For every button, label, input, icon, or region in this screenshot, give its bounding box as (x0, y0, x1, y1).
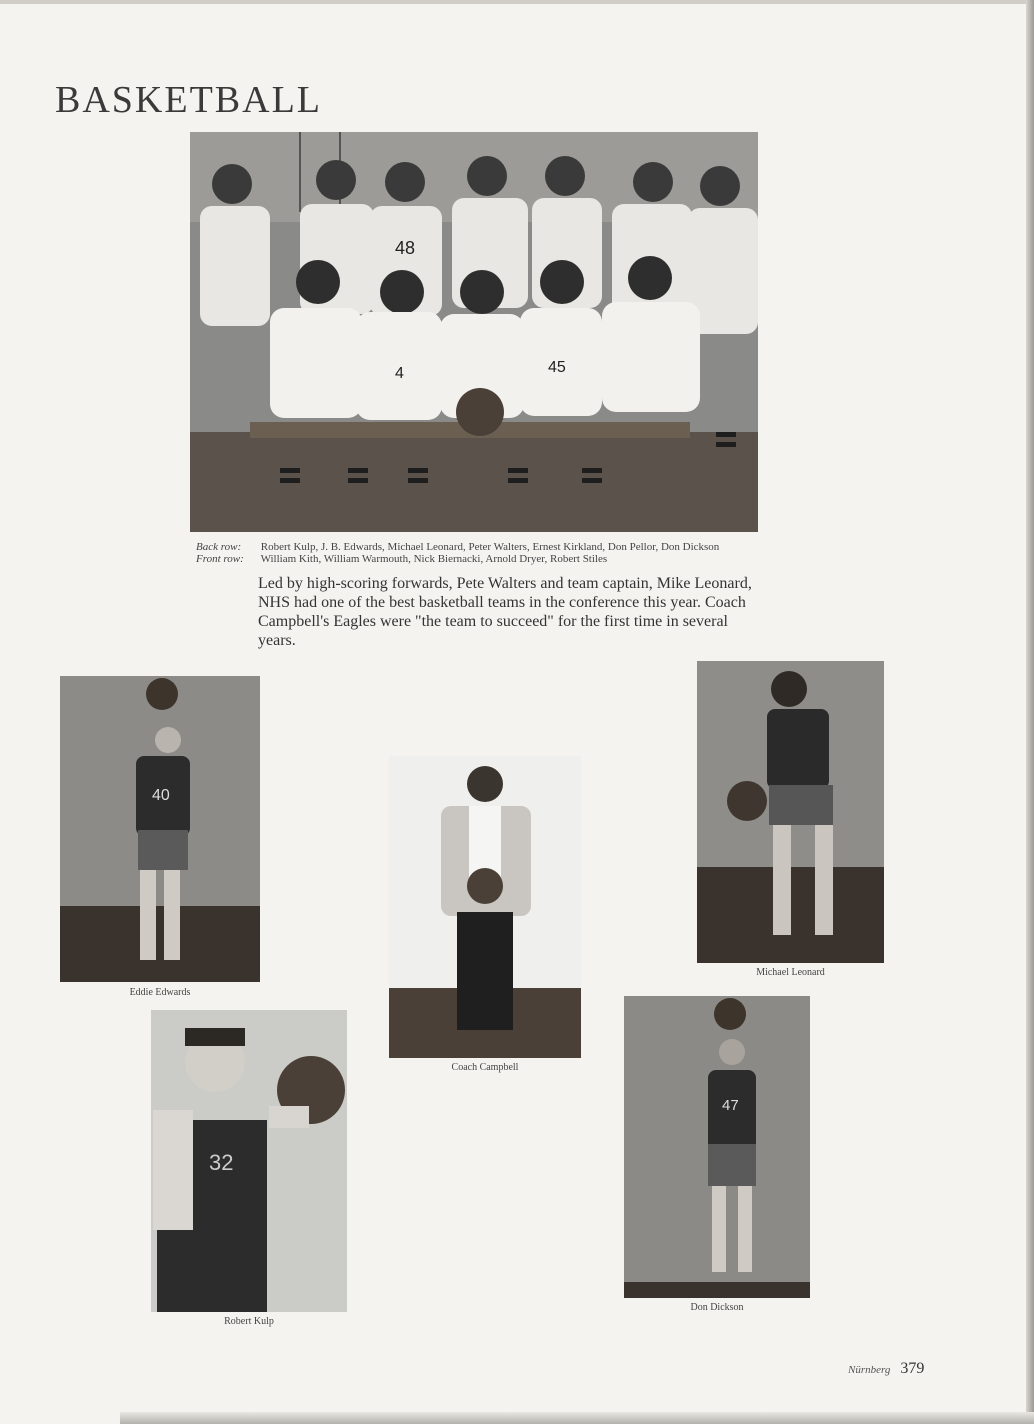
portrait-coach-campbell (389, 756, 581, 1058)
caption-coach-campbell: Coach Campbell (451, 1062, 519, 1073)
portrait-image (389, 756, 581, 1058)
front-row-label: Front row: (196, 553, 244, 565)
back-row-label: Back row: (196, 541, 242, 553)
page-binding-edge (1026, 0, 1034, 1424)
caption-don-dickson: Don Dickson (690, 1302, 744, 1313)
team-jersey-number: 45 (548, 359, 566, 376)
portrait-jersey-number: 40 (152, 787, 170, 804)
portrait-don-dickson (624, 996, 810, 1298)
portrait-robert-kulp (151, 1010, 347, 1312)
portrait-image (697, 661, 884, 963)
portrait-jersey-number: 47 (722, 1097, 739, 1114)
portrait-michael-leonard (697, 661, 884, 963)
publication-name: Nürnberg (848, 1364, 891, 1376)
back-row-names: Robert Kulp, J. B. Edwards, Michael Leonard, Peter Walters, Ernest Kirkland, Don Pellor, Don Dickson (260, 541, 720, 553)
page-footer (848, 1360, 924, 1378)
front-row-line (196, 553, 719, 565)
back-row-line (196, 541, 719, 553)
caption-eddie-edwards: Eddie Edwards (129, 987, 191, 998)
portrait-image (151, 1010, 347, 1312)
page-number: 379 (900, 1360, 925, 1377)
team-jersey-number: 48 (395, 238, 416, 258)
portrait-image (60, 676, 260, 982)
team-photo (190, 132, 758, 532)
page-bottom-edge (120, 1412, 1034, 1424)
portrait-eddie-edwards (60, 676, 260, 982)
caption-michael-leonard: Michael Leonard (756, 967, 825, 978)
caption-robert-kulp: Robert Kulp (224, 1316, 274, 1327)
team-jersey-number: 4 (395, 365, 404, 382)
team-photo-image (190, 132, 758, 532)
page-title: BASKETBALL (55, 79, 322, 121)
roster-caption (196, 541, 719, 565)
front-row-names: William Kith, William Warmouth, Nick Biernacki, Arnold Dryer, Robert Stiles (260, 553, 608, 565)
portrait-image (624, 996, 810, 1298)
portrait-jersey-number: 32 (209, 1150, 234, 1175)
page-top-edge (0, 0, 1034, 4)
season-summary: Led by high-scoring forwards, Pete Walters and team captain, Mike Leonard, NHS had one of the best basketball teams in the conference this year. Coach Campbell's Eagles were "the team to succeed" for the first time in several years. (258, 575, 752, 649)
